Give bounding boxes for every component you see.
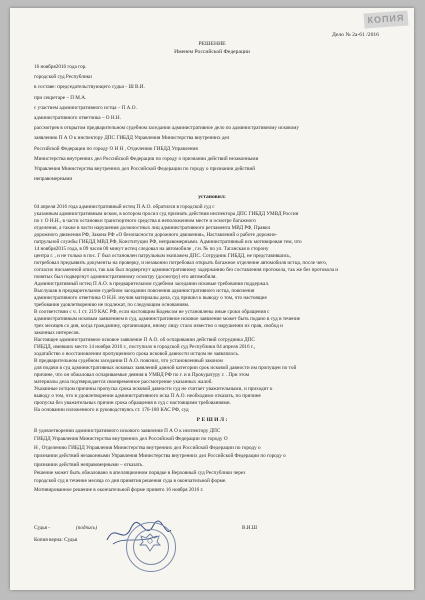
intro-line: неправомерными <box>34 176 73 183</box>
intro-line: заявлению П А О к инспектору ДПС ГИБДД Управления Министерства внутренних дел <box>34 135 230 142</box>
resolution-line: признании действий незаконными Управления Министерства внутренних дел Российской Федерации по городу о <box>34 453 286 460</box>
body-line: материалы дела подтверждается своевременное рассмотрение указанных жалоб. <box>34 379 213 385</box>
intro-line: в составе: председательствующего судьи - Ш В.И. <box>34 84 145 91</box>
intro-line: с участием административного истца – П А.О. <box>34 104 137 111</box>
body-line: выводу о том, что в удовлетворении административного иска П А.О. необходимо отказать, по причине <box>34 393 261 399</box>
judge-signature-mark: (подпись) <box>76 525 98 531</box>
body-line: Административный истец П А.О. в предварительном судебном заседании исковые требования поддержал. <box>34 281 270 287</box>
body-line: центра г. , и не только в пос. Г был остановлен патрульным экипажем ДПС. Сотрудник ГИБДД, не представившись, <box>34 253 291 259</box>
copy-verified-label: Копия верна: Судья <box>34 537 78 543</box>
body-line: административного ответчика О Н.Н. изучив материалы дела, суд пришел к выводу о том, что настоящие <box>34 295 267 301</box>
resolution-line: В удовлетворении административного искового заявления П А О к инспектору ДПС <box>34 428 221 434</box>
copy-stamp: КОПИЯ <box>364 10 409 28</box>
body-line: Выслушав в предварительном судебном заседании пояснения административного истца, пояснения <box>34 288 255 294</box>
heading-established: установил: <box>198 194 226 200</box>
body-line: На основании изложенного и руководствуясь ст. 176-180 КАС РФ, суд <box>34 407 189 413</box>
intro-line: при секретаре – П М.А. <box>34 94 87 101</box>
body-line: В соответствии с ч. 1 ст. 219 КАС РФ, если настоящим Кодексом не установлены иные сроки обращения с <box>34 309 270 315</box>
body-line: патрульной службы ГИБДД МВД РФ, Конституции РФ, неправомерными. Административный иск мотивирован тем, что <box>34 239 302 245</box>
resolution-line: Н , Отделению ГИБДД Управления Министерства внутренних дел Российской Федерации по городу о <box>34 444 261 451</box>
document-subtitle: Именем Российской Федерации <box>174 49 250 55</box>
document-title: РЕШЕНИЕ <box>198 41 226 47</box>
body-line: ходатайство о восстановлении пропущенного срока исковой давности истцом не заявлялось. <box>34 351 240 357</box>
body-line: пропуска без уважительных причин срока обращения в суд с настоящими требованиями. <box>34 400 231 406</box>
intro-line: Управления Министерства внутренних дел Российской Федерации по городу о признании действий <box>34 166 256 172</box>
body-line: Настоящее административное исковое заявление П А.О. об оспаривании действий сотрудника ДПС <box>34 337 255 343</box>
body-line: 04 апреля 2016 года административный истец П А.О. обратился в городской суд с <box>34 204 215 210</box>
resolution-line: городской суд в течение месяца со дня принятия решения суда в окончательной форме. <box>34 478 227 485</box>
body-line: согласно письменной описи, так как был подвергнут административному задержанию без составления протокола, так же без протокола и <box>34 267 339 273</box>
body-line: требования удовлетворению не подлежат, по следующим основаниям. <box>34 302 190 308</box>
intro-line: административного ответчика – О Н.Н. <box>34 115 121 121</box>
body-line: для подачи в суд административных исковых заявлений данной категории срок исковой давности им пропущен по той <box>34 365 297 371</box>
body-line: 14 ноября2015 года, в 09 часов 00 минут истец следовал на автомобиле , г.н. № по ул. Таганская в сторону <box>34 246 269 252</box>
body-line: отделения, а также в части нарушения должностных лиц административного регламента МВД РФ, Правил <box>34 225 271 231</box>
resolution-line: Решение может быть обжаловано в апелляционном порядке в Верховный суд Республики через <box>34 470 246 476</box>
body-line: трех месяцев со дня, когда гражданину, организации, иному лицу стало известно о нарушении их прав, свобод и <box>34 323 283 329</box>
eagle-emblem-icon <box>137 531 163 553</box>
document-page <box>10 8 414 590</box>
resolution-line: Мотивированное решение в окончательной форме принято 16 ноября 2016 г. <box>34 486 204 493</box>
resolution-line: ГИБДД Управления Министерства внутренних дел Российской Федерации по городу О <box>34 436 228 443</box>
body-line: В предварительном судебном заседании П А.О. пояснил, что установленный законом <box>34 358 223 364</box>
resolution-line: признании действий неправомерными – отказать. <box>34 461 144 468</box>
heading-decided: Р Е Ш И Л : <box>196 417 228 423</box>
body-line: указанным административным иском, в котором просил суд признать действия инспектора ДПС ГИБДД УМВД России <box>34 211 299 217</box>
intro-line: рассмотрев в открытом предварительном судебном заседании административное дело по административному исковому <box>34 125 299 132</box>
body-line: потребовал предъявить документы на проверку, и незаконно потребовал открыть багажное отделение автомобиля истца, после чего, <box>34 260 328 266</box>
body-line: по г. О Н.Н., в части остановки транспортного средства в неположенном месте и осмотре багажного <box>34 218 256 224</box>
intro-line: 16 ноября2016 года гор. <box>34 64 87 70</box>
intro-line: городской суд Республики <box>34 74 92 81</box>
intro-line: Министерства внутренних дел Российской Федерации по городу о признании действий незаконными <box>34 155 259 162</box>
case-number: Дело № 2а-61 /2016 <box>332 32 379 38</box>
body-line: административным исковым заявлением в суд, административное исковое заявление может быть подано в суд в течение <box>34 316 301 322</box>
body-line: законных интересов. <box>34 330 80 336</box>
judge-name: В.И.Ш <box>242 525 258 531</box>
intro-line: Российской Федерации по городу О Н Н , Отделению ГИБДД Управления <box>34 145 198 152</box>
body-line: дорожного движения РФ, Закона РФ «О безопасности дорожного движения», Наставлений о работе дорожно- <box>34 232 278 238</box>
body-line: ГИБДД, имевших место 14 ноября 2016 г., поступило в городской суд Республики 04 апреля 2016 г., <box>34 344 256 350</box>
judge-label: Судья - <box>34 525 51 531</box>
body-line: причине, что он обжаловал оспариваемые деяния в УМВД РФ по г. и в Прокуратуру г. . При этом <box>34 372 250 378</box>
body-line: понятых был подвергнут административному осмотру (досмотру) его автомобиля. <box>34 274 217 280</box>
body-line: Указанные истцом причины пропуска срока исковой давности суд не считает уважительными, и приходит к <box>34 386 273 392</box>
